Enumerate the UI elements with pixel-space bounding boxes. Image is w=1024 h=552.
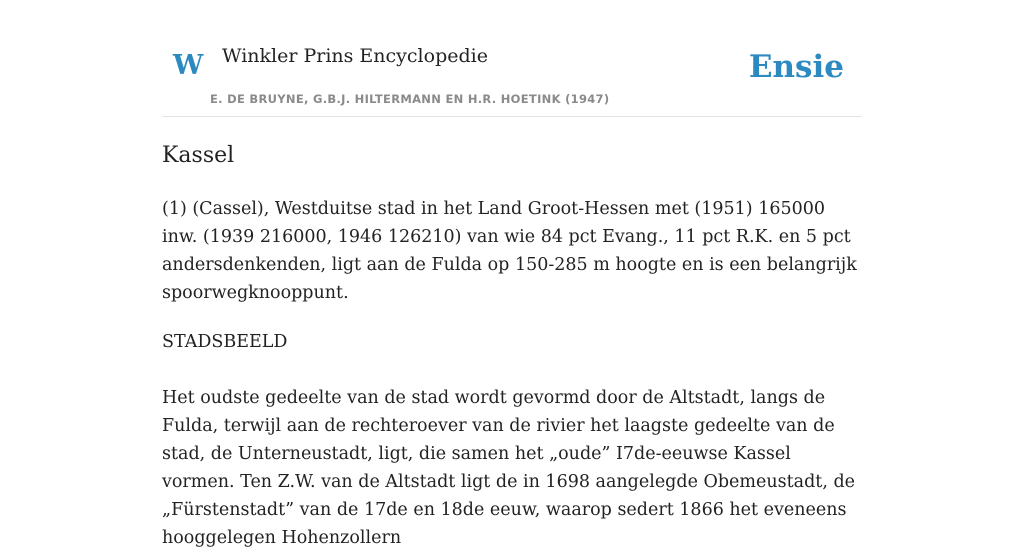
ensie-brand-link[interactable]: Ensie (748, 49, 844, 85)
page (162, 0, 862, 552)
authors-line: E. DE BRUYNE, G.B.J. HILTERMANN EN H.R. HOETINK (1947) (210, 92, 610, 106)
article-title: Kassel (162, 143, 235, 168)
site-title[interactable]: Winkler Prins Encyclopedie (222, 45, 488, 67)
section-heading-stadsbeeld: STADSBEELD (162, 332, 288, 352)
article-paragraph-stadsbeeld: Het oudste gedeelte van de stad wordt gevormd door de Altstadt, langs de Fulda, terwijl aan de rechteroever van de rivier het laagste gedeelte van de stad, de Unterneustadt, ligt, die samen het „oude” I7de-eeuwse Kassel vormen. Ten Z.W. van de Altstadt ligt de in 1698 aangelegde Obemeustadt, de „Fürstenstadt” van de 17de en 18de eeuw, waarop sedert 1866 het eveneens hooggelegen Hohenzollern (162, 388, 856, 548)
w-logo-icon[interactable]: W (173, 50, 204, 81)
article-paragraph-intro: (1) (Cassel), Westduitse stad in het Land Groot-Hessen met (1951) 165000 inw. (1939 216000, 1946 126210) van wie 84 pct Evang., 11 pct R.K. en 5 pct andersdenkenden, ligt aan de Fulda op 150-285 m hoogte en is een belangrijk spoorwegknooppunt. (162, 199, 857, 303)
site-header (162, 0, 862, 117)
